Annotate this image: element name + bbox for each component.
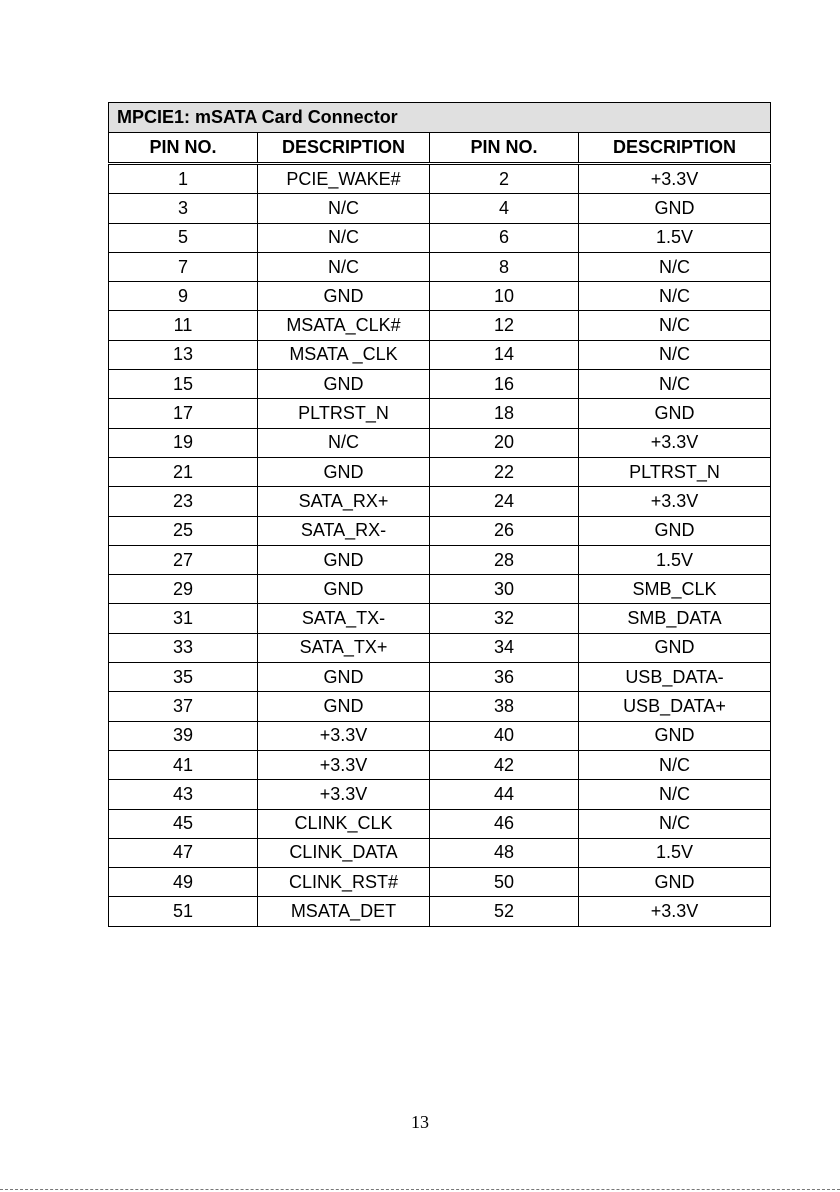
pin-description-cell: N/C — [579, 252, 771, 281]
pin-number-cell: 27 — [109, 545, 258, 574]
pin-number-cell: 34 — [430, 633, 579, 662]
pin-number-cell: 7 — [109, 252, 258, 281]
table-row — [109, 370, 771, 399]
pin-description-cell: +3.3V — [579, 487, 771, 516]
pin-description-cell: CLINK_DATA — [258, 838, 430, 867]
page-number: 13 — [411, 1112, 429, 1132]
pin-description-cell: N/C — [579, 340, 771, 369]
pin-description-cell: GND — [579, 868, 771, 897]
pin-number-cell: 2 — [430, 164, 579, 194]
table-row — [109, 780, 771, 809]
table-title-row — [109, 103, 771, 133]
table-row — [109, 223, 771, 252]
pin-description-cell: MSATA _CLK — [258, 340, 430, 369]
pin-description-cell: PLTRST_N — [579, 457, 771, 486]
pin-description-cell: SATA_RX+ — [258, 487, 430, 516]
pin-number-cell: 40 — [430, 721, 579, 750]
pin-number-cell: 43 — [109, 780, 258, 809]
pin-number-cell: 21 — [109, 457, 258, 486]
table-row — [109, 633, 771, 662]
pin-description-cell: GND — [258, 282, 430, 311]
pin-number-cell: 8 — [430, 252, 579, 281]
pin-number-cell: 36 — [430, 663, 579, 692]
pin-description-cell: GND — [579, 399, 771, 428]
pin-number-cell: 6 — [430, 223, 579, 252]
pin-description-cell: +3.3V — [258, 750, 430, 779]
pin-description-cell: GND — [579, 194, 771, 223]
pin-description-cell: SATA_TX+ — [258, 633, 430, 662]
pin-number-cell: 19 — [109, 428, 258, 457]
pin-description-cell: GND — [579, 516, 771, 545]
pin-number-cell: 33 — [109, 633, 258, 662]
pin-description-cell: PCIE_WAKE# — [258, 164, 430, 194]
pin-number-cell: 52 — [430, 897, 579, 926]
table-row — [109, 868, 771, 897]
pin-number-cell: 45 — [109, 809, 258, 838]
table-row — [109, 516, 771, 545]
table-row — [109, 457, 771, 486]
table-row — [109, 663, 771, 692]
header-description-2: DESCRIPTION — [579, 133, 771, 164]
pin-description-cell: N/C — [258, 428, 430, 457]
pin-description-cell: GND — [258, 575, 430, 604]
pin-description-cell: SMB_CLK — [579, 575, 771, 604]
pin-number-cell: 30 — [430, 575, 579, 604]
pin-description-cell: N/C — [258, 223, 430, 252]
pin-description-cell: 1.5V — [579, 838, 771, 867]
table-row — [109, 838, 771, 867]
pin-number-cell: 18 — [430, 399, 579, 428]
pin-number-cell: 41 — [109, 750, 258, 779]
pin-number-cell: 12 — [430, 311, 579, 340]
table-row — [109, 399, 771, 428]
pin-number-cell: 28 — [430, 545, 579, 574]
pin-number-cell: 22 — [430, 457, 579, 486]
pin-description-cell: USB_DATA+ — [579, 692, 771, 721]
pin-number-cell: 9 — [109, 282, 258, 311]
pin-description-cell: N/C — [579, 282, 771, 311]
pin-description-cell: N/C — [579, 780, 771, 809]
pin-description-cell: GND — [579, 633, 771, 662]
pin-number-cell: 23 — [109, 487, 258, 516]
table-title: MPCIE1: mSATA Card Connector — [109, 103, 771, 133]
pin-description-cell: GND — [258, 663, 430, 692]
pin-number-cell: 44 — [430, 780, 579, 809]
pin-description-cell: +3.3V — [579, 428, 771, 457]
pin-number-cell: 17 — [109, 399, 258, 428]
pin-description-cell: N/C — [258, 252, 430, 281]
pin-description-cell: +3.3V — [258, 780, 430, 809]
pin-description-cell: 1.5V — [579, 223, 771, 252]
pin-description-cell: N/C — [579, 750, 771, 779]
table-row — [109, 897, 771, 926]
pin-description-cell: N/C — [579, 809, 771, 838]
pin-number-cell: 14 — [430, 340, 579, 369]
pin-description-cell: GND — [258, 457, 430, 486]
pin-number-cell: 29 — [109, 575, 258, 604]
table-row — [109, 487, 771, 516]
pin-number-cell: 32 — [430, 604, 579, 633]
pin-description-cell: GND — [258, 692, 430, 721]
pin-number-cell: 51 — [109, 897, 258, 926]
table-row — [109, 575, 771, 604]
table-row — [109, 750, 771, 779]
pin-number-cell: 11 — [109, 311, 258, 340]
pin-number-cell: 50 — [430, 868, 579, 897]
table-row — [109, 545, 771, 574]
pin-description-cell: USB_DATA- — [579, 663, 771, 692]
pin-number-cell: 13 — [109, 340, 258, 369]
table-row — [109, 428, 771, 457]
pin-number-cell: 39 — [109, 721, 258, 750]
table-row — [109, 692, 771, 721]
pin-number-cell: 48 — [430, 838, 579, 867]
pin-description-cell: CLINK_RST# — [258, 868, 430, 897]
pin-description-cell: GND — [579, 721, 771, 750]
table-row — [109, 809, 771, 838]
header-description-1: DESCRIPTION — [258, 133, 430, 164]
pin-number-cell: 26 — [430, 516, 579, 545]
table-header-row — [109, 133, 771, 164]
pin-description-cell: N/C — [258, 194, 430, 223]
pin-description-cell: GND — [258, 370, 430, 399]
pin-description-cell: N/C — [579, 370, 771, 399]
pin-number-cell: 20 — [430, 428, 579, 457]
pin-number-cell: 15 — [109, 370, 258, 399]
pin-number-cell: 25 — [109, 516, 258, 545]
header-pin-no-1: PIN NO. — [109, 133, 258, 164]
table-row — [109, 252, 771, 281]
pin-description-cell: +3.3V — [579, 164, 771, 194]
pin-number-cell: 24 — [430, 487, 579, 516]
pin-description-cell: +3.3V — [579, 897, 771, 926]
pin-description-cell: SMB_DATA — [579, 604, 771, 633]
pin-number-cell: 38 — [430, 692, 579, 721]
pin-number-cell: 31 — [109, 604, 258, 633]
pin-description-cell: SATA_TX- — [258, 604, 430, 633]
pin-number-cell: 4 — [430, 194, 579, 223]
pin-number-cell: 16 — [430, 370, 579, 399]
table-row — [109, 164, 771, 194]
table-row — [109, 340, 771, 369]
pin-description-cell: SATA_RX- — [258, 516, 430, 545]
pin-description-cell: 1.5V — [579, 545, 771, 574]
pin-number-cell: 47 — [109, 838, 258, 867]
pin-description-cell: CLINK_CLK — [258, 809, 430, 838]
table-row — [109, 311, 771, 340]
pin-description-cell: GND — [258, 545, 430, 574]
pin-number-cell: 49 — [109, 868, 258, 897]
pin-number-cell: 10 — [430, 282, 579, 311]
table-body — [109, 164, 771, 927]
pin-number-cell: 46 — [430, 809, 579, 838]
pin-description-cell: +3.3V — [258, 721, 430, 750]
pin-number-cell: 5 — [109, 223, 258, 252]
header-pin-no-2: PIN NO. — [430, 133, 579, 164]
table-row — [109, 194, 771, 223]
table-row — [109, 721, 771, 750]
pin-description-cell: MSATA_CLK# — [258, 311, 430, 340]
pin-description-cell: PLTRST_N — [258, 399, 430, 428]
pin-description-cell: N/C — [579, 311, 771, 340]
pin-number-cell: 42 — [430, 750, 579, 779]
pin-number-cell: 35 — [109, 663, 258, 692]
table-row — [109, 282, 771, 311]
pin-number-cell: 1 — [109, 164, 258, 194]
pin-number-cell: 3 — [109, 194, 258, 223]
pin-number-cell: 37 — [109, 692, 258, 721]
pin-description-cell: MSATA_DET — [258, 897, 430, 926]
page-bottom-rule — [0, 1189, 840, 1190]
table-row — [109, 604, 771, 633]
mpcie1-pin-table — [108, 102, 771, 927]
